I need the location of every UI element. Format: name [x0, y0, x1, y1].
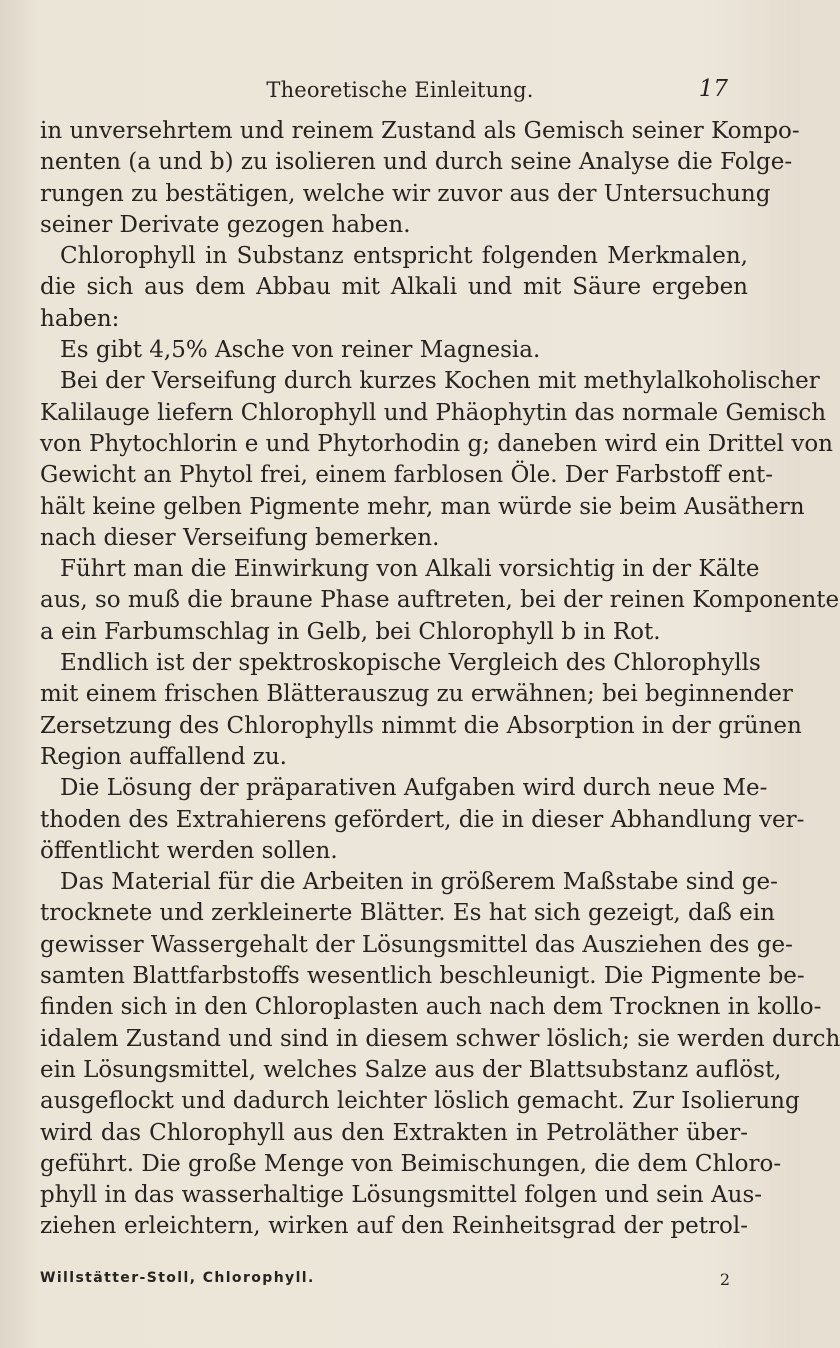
text-line: Kalilauge liefern Chlorophyll und Phäophytin das normale Gemisch — [40, 399, 827, 426]
text-line: in unversehrtem und reinem Zustand als Gemisch seiner Kompo- — [40, 118, 800, 144]
text-line: Bei der Verseifung durch kurzes Kochen mit methylalkoholischer — [60, 368, 820, 395]
text-line: seiner Derivate gezogen haben. — [40, 211, 411, 238]
text-line: Zersetzung des Chlorophylls nimmt die Absorption in der grünen — [40, 712, 802, 739]
page-number: 17 — [698, 76, 728, 102]
text-line: Endlich ist der spektroskopische Vergleich des Chlorophylls — [60, 650, 761, 677]
text-line: mit einem frischen Blätterauszug zu erwähnen; bei beginnender — [40, 681, 793, 708]
text-line: aus, so muß die braune Phase auftreten, bei der reinen Komponente — [40, 587, 840, 614]
text-line: trocknete und zerkleinerte Blätter. Es hat sich gezeigt, daß ein — [40, 900, 775, 927]
text-line: ausgeflockt und dadurch leichter löslich gemacht. Zur Isolierung — [40, 1088, 800, 1115]
text-line: Die Lösung der präparativen Aufgaben wird durch neue Me- — [60, 775, 768, 802]
text-line: nach dieser Verseifung bemerken. — [40, 524, 440, 551]
text-line: geführt. Die große Menge von Beimischungen, die dem Chloro- — [40, 1150, 782, 1177]
text-line: hält keine gelben Pigmente mehr, man würde sie beim Ausäthern — [40, 493, 805, 520]
text-line: öffentlicht werden sollen. — [40, 837, 338, 864]
text-line: phyll in das wasserhaltige Lösungsmittel folgen und sein Aus- — [40, 1182, 763, 1209]
text-line: haben: — [40, 305, 120, 332]
text-line: samten Blattfarbstoffs wesentlich beschleunigt. Die Pigmente be- — [40, 963, 805, 990]
text-line: thoden des Extrahierens gefördert, die in dieser Abhandlung ver- — [40, 806, 805, 833]
footer-author-title: Willstätter-Stoll, Chlorophyll. — [40, 1270, 315, 1286]
text-line: finden sich in den Chloroplasten auch nach dem Trocknen in kollo- — [40, 994, 822, 1021]
text-line: wird das Chlorophyll aus den Extrakten in Petroläther über- — [40, 1119, 748, 1146]
text-line: gewisser Wassergehalt der Lösungsmittel das Ausziehen des ge- — [40, 931, 793, 958]
text-line: die sich aus dem Abbau mit Alkali und mit Säure ergeben — [40, 274, 748, 301]
text-line: ziehen erleichtern, wirken auf den Reinheitsgrad der petrol- — [40, 1213, 748, 1240]
text-line: rungen zu bestätigen, welche wir zuvor aus der Untersuchung — [40, 180, 771, 207]
text-line: Region auffallend zu. — [40, 743, 287, 770]
text-line: Führt man die Einwirkung von Alkali vorsichtig in der Kälte — [60, 556, 760, 583]
running-head — [0, 78, 800, 108]
text-line: nenten (a und b) zu isolieren und durch seine Analyse die Folge- — [40, 149, 793, 176]
text-line: a ein Farbumschlag in Gelb, bei Chlorophyll b in Rot. — [40, 618, 661, 645]
sheet-signature: 2 — [719, 1270, 730, 1289]
text-line: Chlorophyll in Substanz entspricht folgenden Merkmalen, — [60, 243, 748, 270]
text-line: Gewicht an Phytol frei, einem farblosen Öle. Der Farbstoff ent- — [40, 462, 774, 489]
text-line: idalem Zustand und sind in diesem schwer löslich; sie werden durch — [40, 1025, 840, 1052]
running-head-title: Theoretische Einleitung. — [266, 78, 534, 102]
page-footer — [40, 1270, 748, 1294]
text-line: von Phytochlorin e und Phytorhodin g; daneben wird ein Drittel von — [40, 430, 833, 457]
text-line: Das Material für die Arbeiten in größerem Maßstabe sind ge- — [60, 869, 778, 896]
text-line: Es gibt 4,5% Asche von reiner Magnesia. — [60, 337, 541, 364]
body-text — [40, 116, 840, 1243]
text-line: ein Lösungsmittel, welches Salze aus der Blattsubstanz auflöst, — [40, 1056, 782, 1083]
